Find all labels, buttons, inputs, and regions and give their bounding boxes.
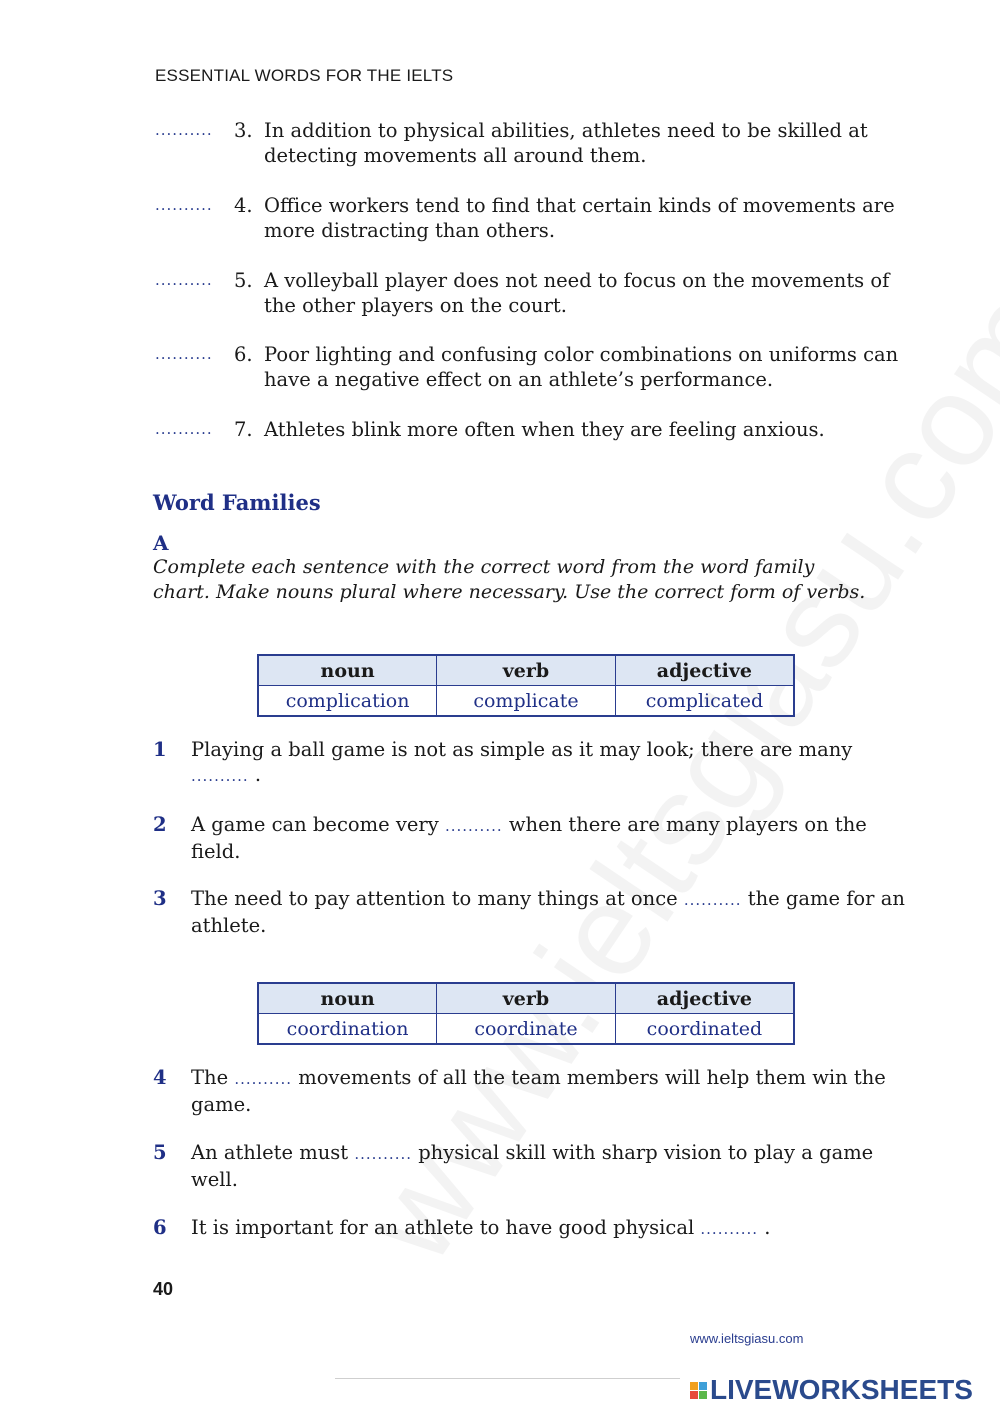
table-cell-adjective: coordinated — [615, 1014, 794, 1045]
exercise-number: 5 — [153, 1141, 167, 1164]
statement-text: Office workers tend to find that certain kinds of movements are more distracting than others. — [264, 194, 895, 242]
section-title: Word Families — [153, 490, 321, 515]
exercise-text-after: . — [758, 1216, 771, 1239]
statement-item — [155, 268, 915, 318]
table-cell-verb: complicate — [437, 686, 616, 717]
instructions: Complete each sentence with the correct word from the word family chart. Make nouns plural where necessary. Use the correct form of verbs. — [153, 556, 866, 603]
answer-blank[interactable]: .......... — [234, 1070, 292, 1088]
exercise-item — [153, 737, 913, 789]
table-cell-noun: complication — [258, 686, 437, 717]
exercise-text — [191, 1140, 913, 1192]
answer-blank[interactable]: .......... — [155, 121, 213, 139]
statement-item — [155, 118, 915, 168]
word-family-table — [257, 654, 795, 717]
exercise-text-before: The — [191, 1066, 235, 1089]
exercise-text-before: Playing a ball game is not as simple as it may look; there are many — [191, 738, 853, 761]
table-header-verb: verb — [437, 655, 616, 686]
statement-text: Athletes blink more often when they are feeling anxious. — [264, 418, 825, 441]
statement-number: 6. — [234, 343, 253, 366]
exercise-text-before: A game can become very — [191, 813, 445, 836]
part-label: A — [153, 531, 169, 555]
exercise-item — [153, 812, 913, 864]
exercise-item — [153, 1140, 913, 1192]
answer-blank[interactable]: .......... — [444, 817, 503, 835]
answer-blank[interactable]: .......... — [155, 420, 213, 438]
table-cell-adjective: complicated — [615, 686, 794, 717]
exercise-text — [191, 1215, 913, 1242]
answer-blank[interactable]: .......... — [683, 891, 742, 909]
exercise-text-before: It is important for an athlete to have good physical — [191, 1216, 701, 1239]
footer-divider — [335, 1378, 680, 1379]
brand-name: LIVEWORKSHEETS — [710, 1374, 973, 1405]
statement-number: 7. — [234, 418, 253, 441]
table-header-adjective: adjective — [615, 655, 794, 686]
statement-number: 4. — [234, 194, 253, 217]
exercise-number: 3 — [153, 887, 167, 910]
exercise-text-after: when there are many players on the field. — [191, 813, 867, 863]
statement-item — [155, 342, 915, 392]
table-cell-verb: coordinate — [437, 1014, 616, 1045]
statement-item — [155, 193, 915, 243]
exercise-item — [153, 886, 913, 938]
table-header-verb: verb — [437, 983, 616, 1014]
exercise-text-before: An athlete must — [191, 1141, 355, 1164]
answer-blank[interactable]: .......... — [155, 271, 213, 289]
statement-number: 5. — [234, 269, 253, 292]
exercise-text — [191, 737, 913, 789]
page-number: 40 — [153, 1279, 174, 1299]
statement-text: Poor lighting and confusing color combinations on uniforms can have a negative effect on an athlete’s performance. — [264, 343, 899, 391]
statement-text: A volleyball player does not need to focus on the movements of the other players on the court. — [264, 269, 890, 317]
table-header-adjective: adjective — [615, 983, 794, 1014]
exercise-number: 2 — [153, 813, 167, 836]
website-link[interactable]: www.ieltsgiasu.com — [690, 1331, 804, 1346]
table-header-noun: noun — [258, 983, 437, 1014]
running-header: ESSENTIAL WORDS FOR THE IELTS — [155, 66, 454, 85]
exercise-number: 4 — [153, 1066, 167, 1089]
statement-number: 3. — [234, 119, 253, 142]
statement-text: In addition to physical abilities, athletes need to be skilled at detecting movements all around them. — [264, 119, 868, 167]
exercise-text-after: physical skill with sharp vision to play a game well. — [191, 1141, 874, 1191]
answer-blank[interactable]: .......... — [700, 1220, 759, 1238]
exercise-text-before: The need to pay attention to many things at once — [191, 887, 684, 910]
exercise-text-after: . — [248, 763, 262, 786]
answer-blank[interactable]: .......... — [191, 767, 249, 785]
exercise-text — [191, 812, 913, 864]
table-header-noun: noun — [258, 655, 437, 686]
statement-item — [155, 417, 915, 442]
liveworksheets-logo[interactable] — [690, 1374, 973, 1406]
exercise-text — [191, 886, 913, 938]
table-cell-noun: coordination — [258, 1014, 437, 1045]
exercise-text-after: movements of all the team members will help them win the game. — [191, 1066, 886, 1116]
answer-blank[interactable]: .......... — [354, 1145, 412, 1163]
exercise-text — [191, 1065, 913, 1117]
exercise-number: 1 — [153, 738, 167, 761]
exercise-number: 6 — [153, 1216, 167, 1239]
word-family-table — [257, 982, 795, 1045]
exercise-text-after: the game for an athlete. — [191, 887, 905, 937]
liveworksheets-grid-icon — [690, 1382, 707, 1399]
answer-blank[interactable]: .......... — [155, 345, 213, 363]
answer-blank[interactable]: .......... — [155, 196, 213, 214]
exercise-item — [153, 1215, 913, 1242]
exercise-item — [153, 1065, 913, 1117]
